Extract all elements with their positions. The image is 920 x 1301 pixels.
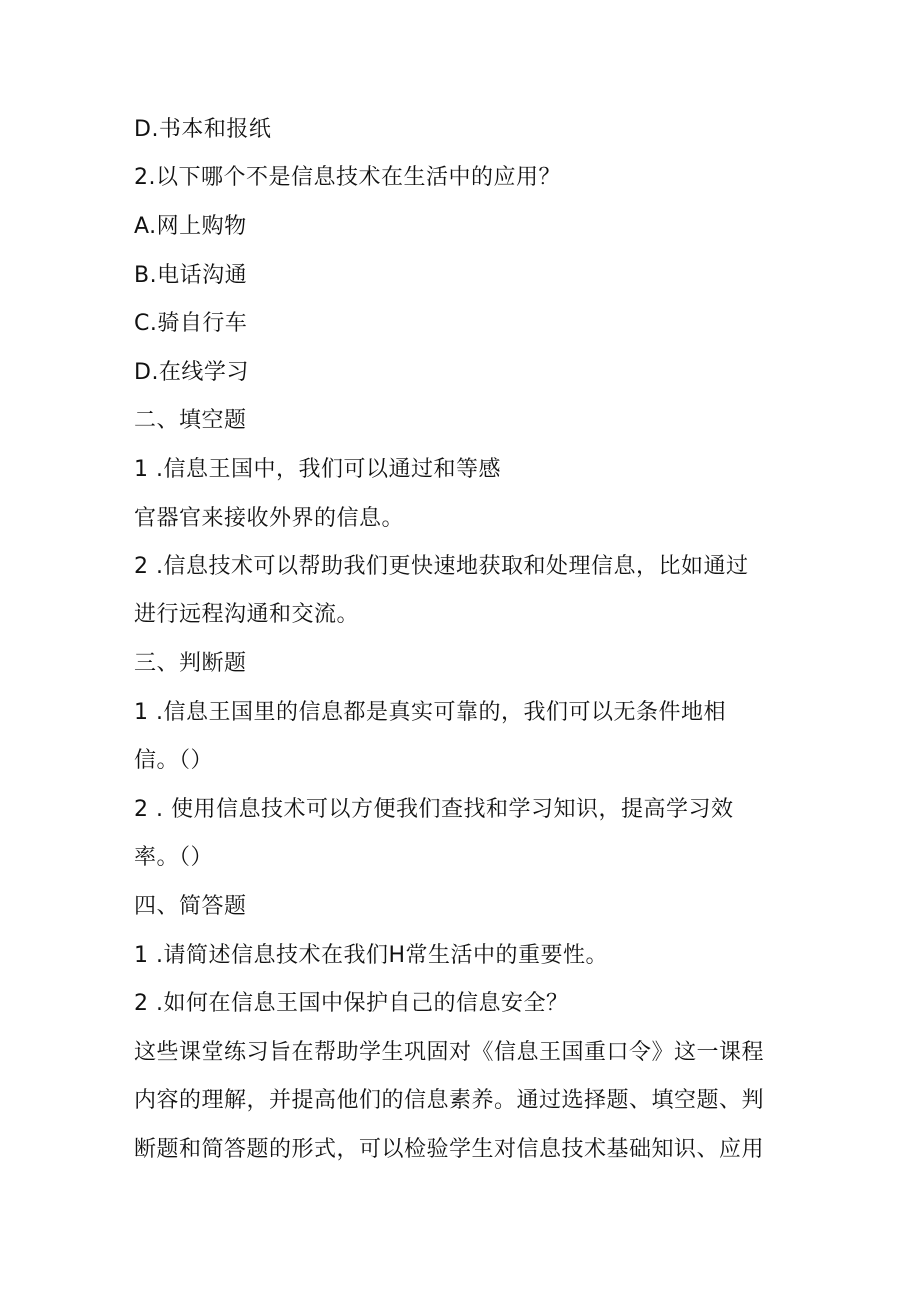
option-a: A.网上购物 bbox=[134, 214, 247, 239]
short-answer-1: 1 .请简述信息技术在我们H常生活中的重要性。 bbox=[134, 943, 609, 968]
summary-line-2: 内容的理解，并提高他们的信息素养。通过选择题、填空题、判 bbox=[134, 1088, 765, 1113]
true-false-2-line-2: 率。（） bbox=[134, 845, 214, 870]
short-answer-2: 2 .如何在信息王国中保护自己的信息安全？ bbox=[134, 991, 569, 1016]
fill-blank-2-line-1: 2 .信息技术可以帮助我们更快速地获取和处理信息，比如通过 bbox=[134, 554, 749, 579]
section-heading-short-answer: 四、简答题 bbox=[134, 894, 247, 919]
fill-blank-1-line-1: 1 .信息王国中，我们可以通过和等感 bbox=[134, 457, 501, 482]
true-false-1-line-2: 信。（） bbox=[134, 748, 214, 773]
option-d-q1: D.书本和报纸 bbox=[134, 117, 272, 142]
option-d: D.在线学习 bbox=[134, 360, 249, 385]
summary-line-3: 断题和简答题的形式，可以检验学生对信息技术基础知识、应用 bbox=[134, 1137, 765, 1162]
fill-blank-2-line-2: 进行远程沟通和交流。 bbox=[134, 602, 360, 627]
true-false-2-line-1: 2 . 使用信息技术可以方便我们查找和学习知识，提高学习效 bbox=[134, 797, 734, 822]
section-heading-true-false: 三、判断题 bbox=[134, 651, 247, 676]
option-b: B.电话沟通 bbox=[134, 263, 248, 288]
question-2-choice: 2.以下哪个不是信息技术在生活中的应用？ bbox=[134, 165, 561, 190]
section-heading-fill-blank: 二、填空题 bbox=[134, 408, 247, 433]
option-c: C.骑自行车 bbox=[134, 311, 248, 336]
summary-line-1: 这些课堂练习旨在帮助学生巩固对《信息王国重口令》这一课程 bbox=[134, 1040, 765, 1065]
true-false-1-line-1: 1 .信息王国里的信息都是真实可靠的，我们可以无条件地相 bbox=[134, 700, 726, 725]
fill-blank-1-line-2: 官器官来接收外界的信息。 bbox=[134, 506, 405, 531]
